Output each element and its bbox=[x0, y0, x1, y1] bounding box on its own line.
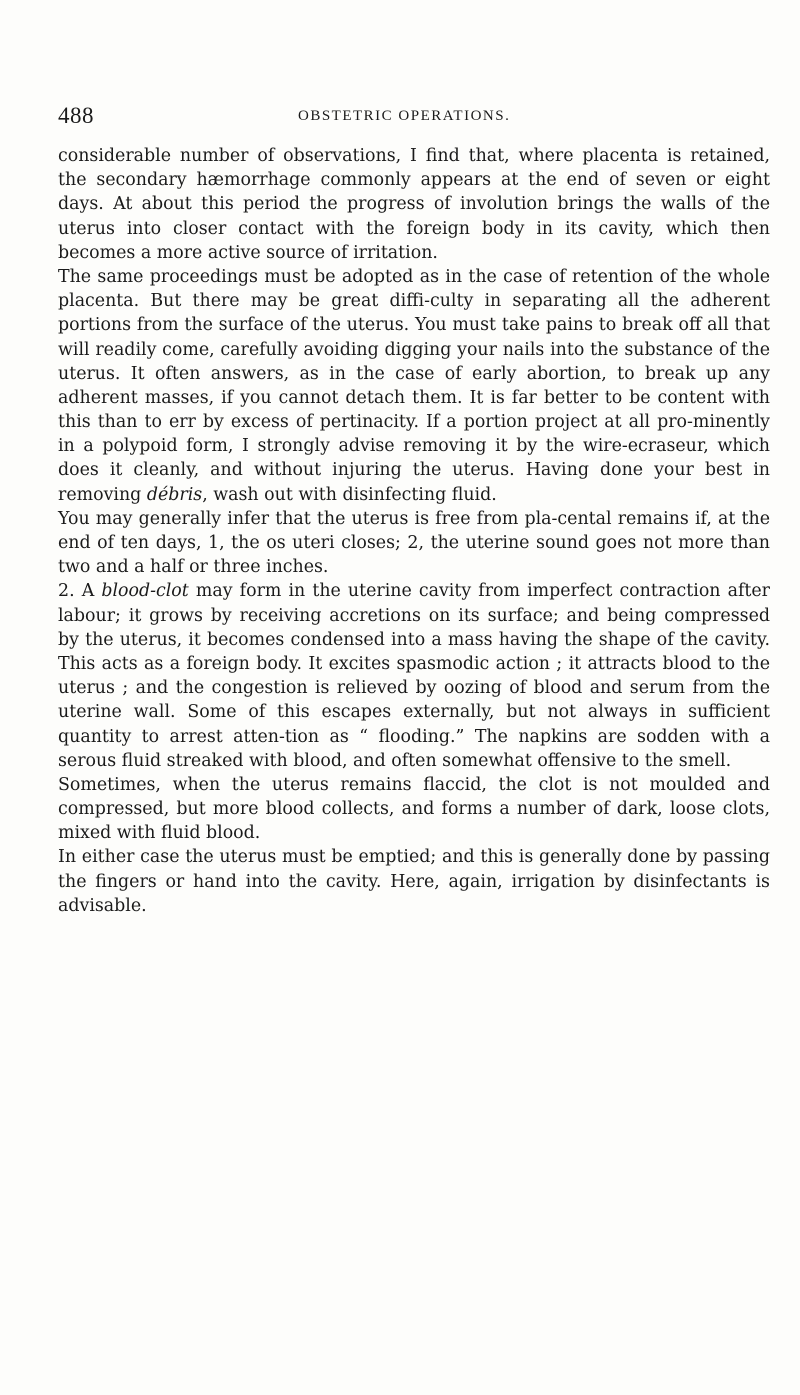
paragraph-text: considerable number of observations, I find that, where placenta is retained, the secondary hæmorrhage commonly appears at the end of seven or eight days. At about this period the progress of involution brings the walls of the uterus into closer contact with the foreign body in its cavity, which then becomes a more active source of irritation. bbox=[58, 146, 770, 263]
paragraph-1 bbox=[58, 144, 770, 265]
running-head: OBSTETRIC OPERATIONS. bbox=[298, 108, 511, 124]
paragraph-text: The same proceedings must be adopted as in the case of retention of the whole placenta. But there may be great diffi-culty in separating all the adherent portions from the surface of the uterus. You must take pains to break off all that will readily come, carefully avoiding digging your nails into the substance of the uterus. It often answers, as in the case of early abortion, to break up any adherent masses, if you cannot detach them. It is far better to be content with this than to err by excess of pertinacity. If a portion project at all pro-minently in a polypoid form, I strongly advise removing it by the wire-ecraseur, which does it cleanly, and without injuring the uterus. Having done your best in removing bbox=[58, 266, 770, 505]
paragraph-text: You may generally infer that the uterus is free from pla-cental remains if, at the end of ten days, 1, the os uteri closes; 2, the uterine sound goes not more than two and a half or three inches. bbox=[58, 508, 770, 578]
paragraph-text: may form in the uterine cavity from imperfect contraction after labour; it grows by receiving accretions on its surface; and being compressed by the uterus, it becomes condensed into a mass having the shape of the cavity. This acts as a foreign body. It excites spasmodic action ; it attracts blood to the uterus ; and the congestion is relieved by oozing of blood and serum from the uterine wall. Some of this escapes externally, but not always in sufficient quantity to arrest atten-tion as “ flooding.” The napkins are sodden with a serous fluid streaked with blood, and often somewhat offensive to the smell. bbox=[58, 581, 770, 771]
paragraph-text: In either case the uterus must be emptied; and this is generally done by passing the fingers or hand into the cavity. Here, again, irrigation by disinfectants is advisable. bbox=[58, 847, 770, 916]
paragraph-text: Sometimes, when the uterus remains flaccid, the clot is not moulded and compressed, but more blood collects, and forms a number of dark, loose clots, mixed with fluid blood. bbox=[58, 774, 770, 844]
paragraph-4 bbox=[58, 579, 770, 773]
paragraph-6 bbox=[58, 845, 770, 918]
paragraph-prefix: 2. A bbox=[58, 581, 102, 602]
page-header bbox=[0, 103, 800, 133]
italic-term: blood-clot bbox=[101, 581, 189, 602]
paragraph-3 bbox=[58, 507, 770, 580]
page-number: 488 bbox=[58, 103, 94, 128]
paragraph-text-after: , wash out with disinfecting fluid. bbox=[202, 484, 497, 505]
italic-term: débris bbox=[146, 484, 203, 505]
paragraph-2 bbox=[58, 265, 770, 507]
body-text bbox=[58, 144, 770, 918]
paragraph-5 bbox=[58, 773, 770, 846]
